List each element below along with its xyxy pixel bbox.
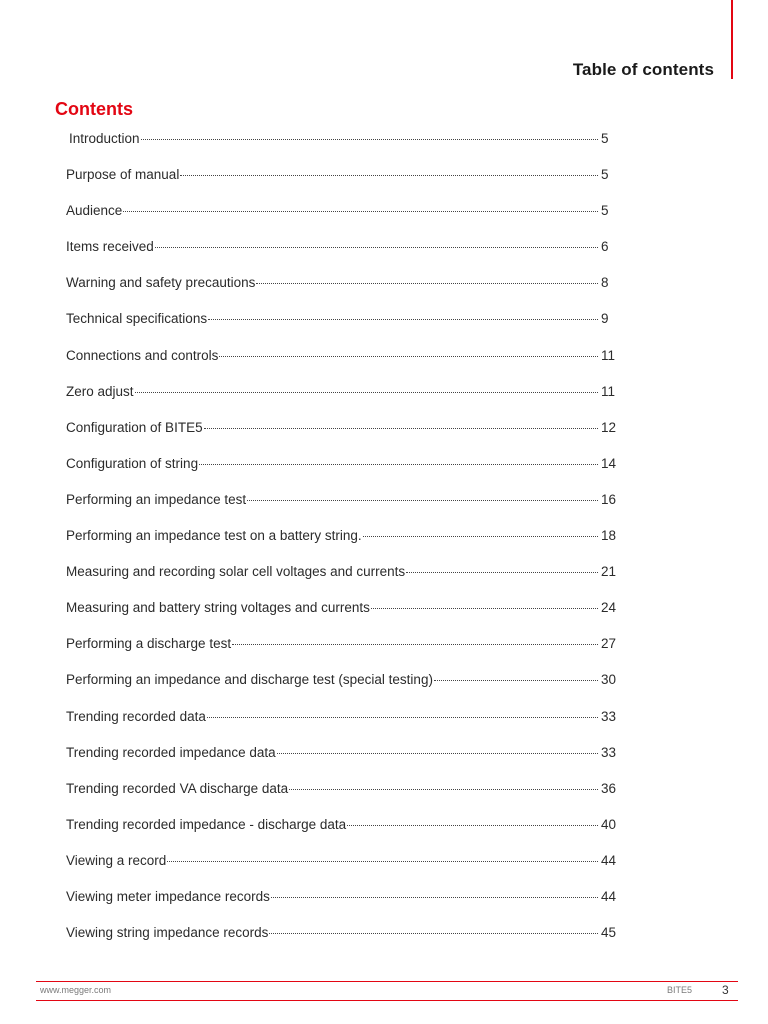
toc-entry[interactable] — [66, 237, 619, 273]
toc-entry-page: 33 — [601, 744, 617, 760]
toc-entry[interactable] — [66, 779, 619, 815]
toc-leader-dots — [289, 788, 598, 790]
toc-entry-page: 5 — [601, 167, 609, 183]
toc-leader-dots — [141, 138, 598, 140]
toc-entry-title: Measuring and recording solar cell voltages and currents — [66, 564, 406, 580]
toc-entry-title: Trending recorded data — [66, 708, 206, 724]
toc-entry-title: Viewing string impedance records — [66, 925, 269, 941]
toc-entry[interactable] — [66, 309, 619, 345]
toc-entry[interactable] — [66, 454, 619, 490]
toc-entry-page: 36 — [601, 780, 617, 796]
toc-entry-title: Performing an impedance test on a battery string. — [66, 528, 362, 544]
table-of-contents — [66, 129, 619, 959]
toc-leader-dots — [199, 463, 598, 465]
toc-entry-page: 33 — [601, 708, 617, 724]
toc-entry[interactable] — [66, 634, 619, 670]
toc-leader-dots — [208, 318, 598, 320]
footer-product-name: BITE5 — [667, 985, 693, 995]
toc-entry-title: Performing an impedance and discharge test (special testing) — [66, 672, 433, 688]
toc-entry-title: Viewing a record — [66, 852, 167, 868]
toc-entry-page: 12 — [601, 419, 617, 435]
toc-entry[interactable] — [66, 815, 619, 851]
toc-entry[interactable] — [66, 923, 619, 959]
toc-entry[interactable] — [66, 418, 619, 454]
toc-entry-page: 27 — [601, 636, 617, 652]
toc-leader-dots — [434, 679, 598, 681]
footer-rule-bottom — [36, 1000, 738, 1001]
toc-leader-dots — [277, 752, 598, 754]
footer-rule-top — [36, 981, 738, 982]
toc-entry[interactable] — [66, 743, 619, 779]
toc-entry[interactable] — [66, 598, 619, 634]
toc-entry[interactable] — [66, 165, 619, 201]
toc-entry-title: Trending recorded VA discharge data — [66, 780, 289, 796]
toc-entry-page: 30 — [601, 672, 617, 688]
toc-entry-page: 11 — [601, 383, 616, 399]
toc-entry-title: Performing an impedance test — [66, 491, 247, 507]
toc-leader-dots — [167, 860, 598, 862]
toc-entry-page: 8 — [601, 275, 609, 291]
toc-entry[interactable] — [66, 490, 619, 526]
toc-entry-page: 45 — [601, 925, 617, 941]
toc-leader-dots — [256, 282, 598, 284]
toc-leader-dots — [135, 391, 598, 393]
toc-entry-title: Warning and safety precautions — [66, 275, 256, 291]
toc-entry-page: 5 — [601, 131, 609, 146]
toc-entry[interactable] — [66, 346, 619, 382]
toc-entry-page: 11 — [601, 347, 616, 363]
toc-leader-dots — [371, 607, 598, 609]
page-header-title: Table of contents — [572, 60, 714, 79]
toc-leader-dots — [406, 571, 598, 573]
toc-entry-page: 44 — [601, 888, 617, 904]
toc-entry-title: Purpose of manual — [66, 167, 180, 183]
toc-entry-title: Connections and controls — [66, 347, 219, 363]
footer-page-number: 3 — [722, 983, 729, 997]
toc-entry-title: Technical specifications — [66, 311, 208, 327]
toc-entry-page: 6 — [601, 239, 609, 255]
toc-entry-page: 5 — [601, 203, 609, 219]
contents-heading: Contents — [55, 99, 133, 119]
toc-leader-dots — [271, 896, 598, 898]
toc-entry-title: Trending recorded impedance data — [66, 744, 276, 760]
toc-entry-title: Viewing meter impedance records — [66, 888, 270, 904]
toc-entry-title: Measuring and battery string voltages and currents — [66, 600, 370, 616]
toc-leader-dots — [155, 246, 598, 248]
toc-entry-page: 18 — [601, 528, 617, 544]
toc-leader-dots — [123, 210, 598, 212]
toc-entry-title: Introduction — [69, 131, 140, 146]
toc-entry-page: 16 — [601, 491, 617, 507]
toc-entry-title: Items received — [66, 239, 154, 255]
toc-entry-page: 14 — [601, 455, 617, 471]
header-accent-rule — [731, 0, 733, 79]
toc-entry[interactable] — [66, 707, 619, 743]
toc-entry[interactable] — [66, 887, 619, 923]
toc-entry-title: Performing a discharge test — [66, 636, 232, 652]
toc-entry-title: Zero adjust — [66, 383, 134, 399]
toc-entry-page: 40 — [601, 816, 617, 832]
toc-leader-dots — [232, 643, 598, 645]
toc-entry[interactable] — [66, 129, 619, 165]
toc-entry-title: Audience — [66, 203, 123, 219]
toc-entry[interactable] — [66, 851, 619, 887]
toc-entry-title: Configuration of BITE5 — [66, 419, 203, 435]
toc-leader-dots — [347, 824, 598, 826]
toc-leader-dots — [363, 535, 598, 537]
toc-entry-page: 9 — [601, 311, 609, 327]
toc-leader-dots — [204, 427, 598, 429]
toc-leader-dots — [247, 499, 598, 501]
toc-entry[interactable] — [66, 201, 619, 237]
toc-leader-dots — [207, 716, 598, 718]
toc-entry-page: 24 — [601, 600, 617, 616]
toc-leader-dots — [269, 932, 598, 934]
toc-leader-dots — [219, 355, 598, 357]
toc-entry-title: Trending recorded impedance - discharge data — [66, 816, 347, 832]
toc-entry[interactable] — [66, 382, 619, 418]
toc-entry[interactable] — [66, 273, 619, 309]
toc-entry[interactable] — [66, 670, 619, 706]
toc-entry[interactable] — [66, 562, 619, 598]
footer-url[interactable]: www.megger.com — [40, 985, 112, 995]
toc-leader-dots — [180, 174, 598, 176]
toc-entry-page: 21 — [601, 564, 617, 580]
toc-entry[interactable] — [66, 526, 619, 562]
toc-entry-page: 44 — [601, 852, 617, 868]
toc-entry-title: Configuration of string — [66, 455, 199, 471]
